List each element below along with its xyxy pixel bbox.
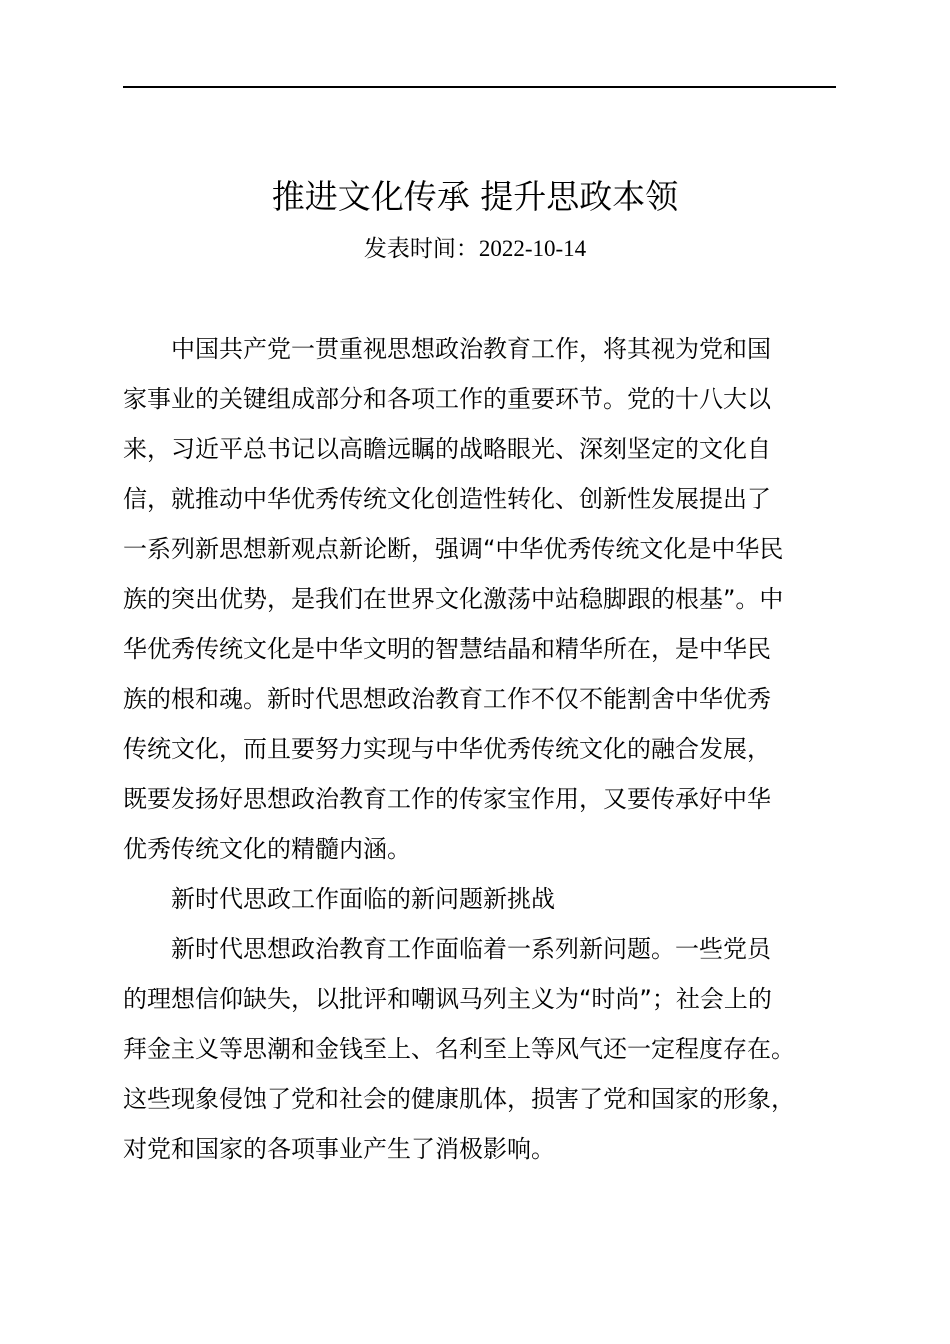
publish-date-label: 发表时间： bbox=[363, 236, 479, 262]
paragraph-challenges bbox=[123, 924, 838, 1174]
text-line: 一系列新思想新观点新论断，强调“中华优秀传统文化是中华民 bbox=[123, 535, 784, 563]
text-line: 优秀传统文化的精髓内涵。 bbox=[123, 835, 411, 863]
document-title: 推进文化传承 提升思政本领 bbox=[271, 177, 679, 216]
text-line: 新时代思政工作面临的新问题新挑战 bbox=[171, 885, 555, 913]
text-line: 的理想信仰缺失，以批评和嘲讽马列主义为“时尚”；社会上的 bbox=[123, 985, 772, 1013]
section-heading bbox=[123, 874, 838, 924]
text-line: 拜金主义等思潮和金钱至上、名利至上等风气还一定程度存在。 bbox=[123, 1035, 795, 1063]
text-line: 这些现象侵蚀了党和社会的健康肌体，损害了党和国家的形象， bbox=[123, 1085, 795, 1113]
text-line: 对党和国家的各项事业产生了消极影响。 bbox=[123, 1135, 555, 1163]
text-line: 信，就推动中华优秀传统文化创造性转化、创新性发展提出了 bbox=[123, 485, 771, 513]
text-line: 华优秀传统文化是中华文明的智慧结晶和精华所在，是中华民 bbox=[123, 635, 771, 663]
paragraph-intro bbox=[123, 324, 838, 874]
publish-date bbox=[0, 232, 950, 266]
text-line: 家事业的关键组成部分和各项工作的重要环节。党的十八大以 bbox=[123, 385, 771, 413]
text-line: 既要发扬好思想政治教育工作的传家宝作用，又要传承好中华 bbox=[123, 785, 771, 813]
text-line: 来，习近平总书记以高瞻远瞩的战略眼光、深刻坚定的文化自 bbox=[123, 435, 771, 463]
text-line: 族的突出优势，是我们在世界文化激荡中站稳脚跟的根基”。中 bbox=[123, 585, 784, 613]
text-line: 传统文化，而且要努力实现与中华优秀传统文化的融合发展， bbox=[123, 735, 771, 763]
text-line: 中国共产党一贯重视思想政治教育工作，将其视为党和国 bbox=[171, 335, 771, 363]
header-rule bbox=[123, 86, 836, 88]
text-line: 新时代思想政治教育工作面临着一系列新问题。一些党员 bbox=[171, 935, 771, 963]
article-body bbox=[123, 324, 838, 1174]
text-line: 族的根和魂。新时代思想政治教育工作不仅不能割舍中华优秀 bbox=[123, 685, 771, 713]
publish-date-value: 2022-10-14 bbox=[478, 236, 587, 261]
